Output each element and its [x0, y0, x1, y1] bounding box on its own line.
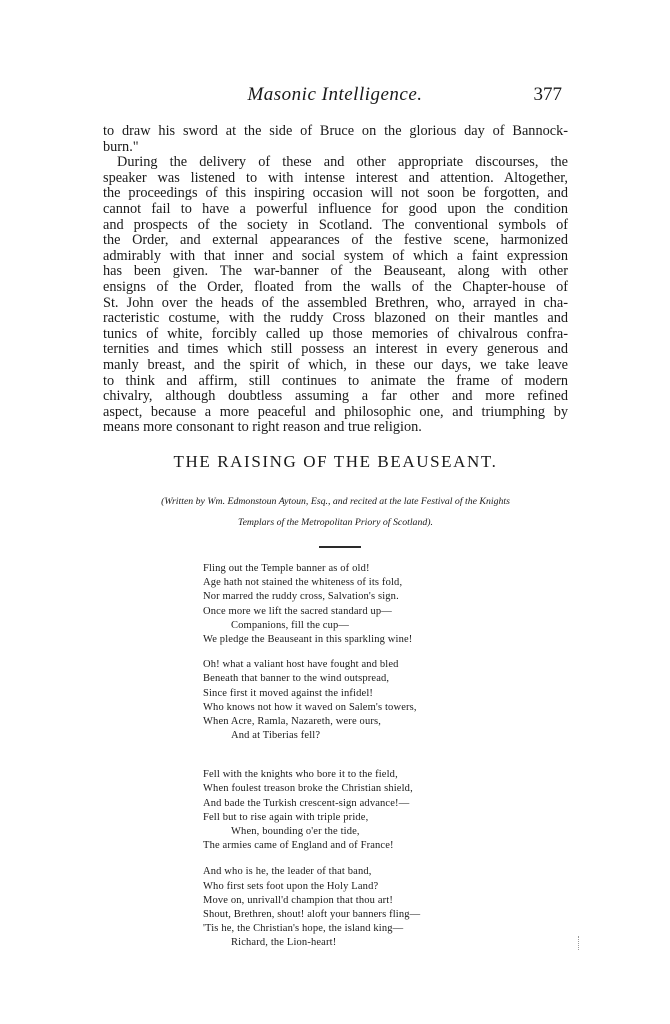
running-head	[100, 84, 570, 108]
verse-line: When foulest treason broke the Christian shield,	[203, 783, 413, 795]
verse-line: We pledge the Beauseant in this sparkling wine!	[203, 633, 413, 645]
attribution-line: Templars of the Metropolitan Priory of Scotland).	[238, 517, 433, 528]
verse-line: The armies came of England and of France!	[203, 840, 394, 852]
section-rule	[319, 546, 361, 548]
prose-line: During the delivery of these and other appropriate discourses, the	[117, 154, 568, 171]
prose-line: racteristic costume, with the ruddy Cross blazoned on their mantles and	[103, 310, 568, 327]
poem-body	[203, 562, 543, 951]
prose-line: has been given. The war-banner of the Beauseant, along with other	[103, 263, 568, 280]
verse-line: When, bounding o'er the tide,	[231, 826, 360, 837]
verse-line: Beneath that banner to the wind outspread,	[203, 673, 390, 685]
verse-line: And who is he, the leader of that band,	[203, 866, 372, 878]
prose-line: cannot fail to have a powerful influence for good upon the condition	[103, 200, 568, 217]
prose-line: chivalry, although doubtless assuming a far other and more refined	[103, 388, 568, 405]
prose-line: St. John over the heads of the assembled Brethren, who, arrayed in cha-	[103, 294, 568, 311]
stanza	[203, 865, 543, 950]
verse-line: Nor marred the ruddy cross, Salvation's sign.	[203, 591, 399, 603]
verse-line: Age hath not stained the whiteness of its fold,	[203, 577, 403, 589]
poem-title: THE RAISING OF THE BEAUSEANT.	[173, 452, 498, 471]
prose-line: admirably with that inner and social system of which a faint expression	[103, 247, 568, 264]
verse-line: 'Tis he, the Christian's hope, the island king—	[203, 923, 404, 935]
prose-line: to draw his sword at the side of Bruce on the glorious day of Bannock-	[103, 123, 568, 139]
verse-line: Oh! what a valiant host have fought and bled	[203, 659, 399, 671]
verse-line: Richard, the Lion-heart!	[231, 937, 337, 949]
prose-line: speaker was listened to with intense interest and attention. Altogether,	[103, 169, 568, 186]
margin-mark	[578, 936, 583, 950]
verse-line: Once more we lift the sacred standard up—	[203, 605, 392, 617]
verse-line: And at Tiberias fell?	[231, 730, 321, 742]
prose-line: ternities and times which still possess an interest in every generous and	[103, 341, 568, 358]
prose-block	[103, 124, 568, 436]
verse-line: And bade the Turkish crescent-sign advance!—	[203, 797, 410, 809]
prose-line: ensigns of the Order, floated from the walls of the Chapter-house of	[103, 278, 568, 295]
prose-line: means more consonant to right reason and true religion.	[103, 419, 422, 436]
poem-attribution	[103, 491, 568, 533]
verse-line: When Acre, Ramla, Nazareth, were ours,	[203, 715, 381, 727]
prose-line: the proceedings of this inspiring occasion will not soon be forgotten, and	[103, 185, 568, 202]
verse-line: Shout, Brethren, shout! aloft your banners fling—	[203, 908, 421, 920]
prose-line: the Order, and external appearances of the festive scene, harmonized	[103, 232, 568, 249]
verse-line: Fell but to rise again with triple pride,	[203, 811, 369, 823]
verse-line: Fell with the knights who bore it to the field,	[203, 769, 398, 781]
stanza	[203, 768, 543, 853]
prose-line: and prospects of the society in Scotland. The conventional symbols of	[103, 216, 568, 233]
verse-line: Companions, fill the cup—	[231, 619, 350, 631]
verse-line: Who first sets foot upon the Holy Land?	[203, 880, 379, 892]
prose-line: aspect, because a more peaceful and philosophic one, and triumphing by	[103, 403, 568, 420]
prose-line: tunics of white, forcibly called up those memories of chivalrous confra-	[103, 325, 568, 342]
verse-line: Move on, unrivall'd champion that thou art!	[203, 894, 394, 906]
verse-line: Who knows not how it waved on Salem's towers,	[203, 701, 417, 713]
prose-line: burn."	[103, 138, 139, 155]
prose-line: manly breast, and the spirit of which, in these our days, we take leave	[103, 356, 568, 373]
stanza	[203, 562, 543, 647]
attribution-line: (Written by Wm. Edmonstoun Aytoun, Esq., and recited at the late Festival of the Knights	[161, 496, 510, 507]
verse-line: Since first it moved against the infidel!	[203, 687, 374, 699]
verse-line: Fling out the Temple banner as of old!	[203, 563, 370, 574]
running-title: Masonic Intelligence.	[247, 84, 423, 105]
stanza	[203, 658, 543, 743]
page-number: 377	[533, 84, 562, 105]
prose-line: to think and affirm, still continues to animate the frame of modern	[103, 372, 568, 389]
